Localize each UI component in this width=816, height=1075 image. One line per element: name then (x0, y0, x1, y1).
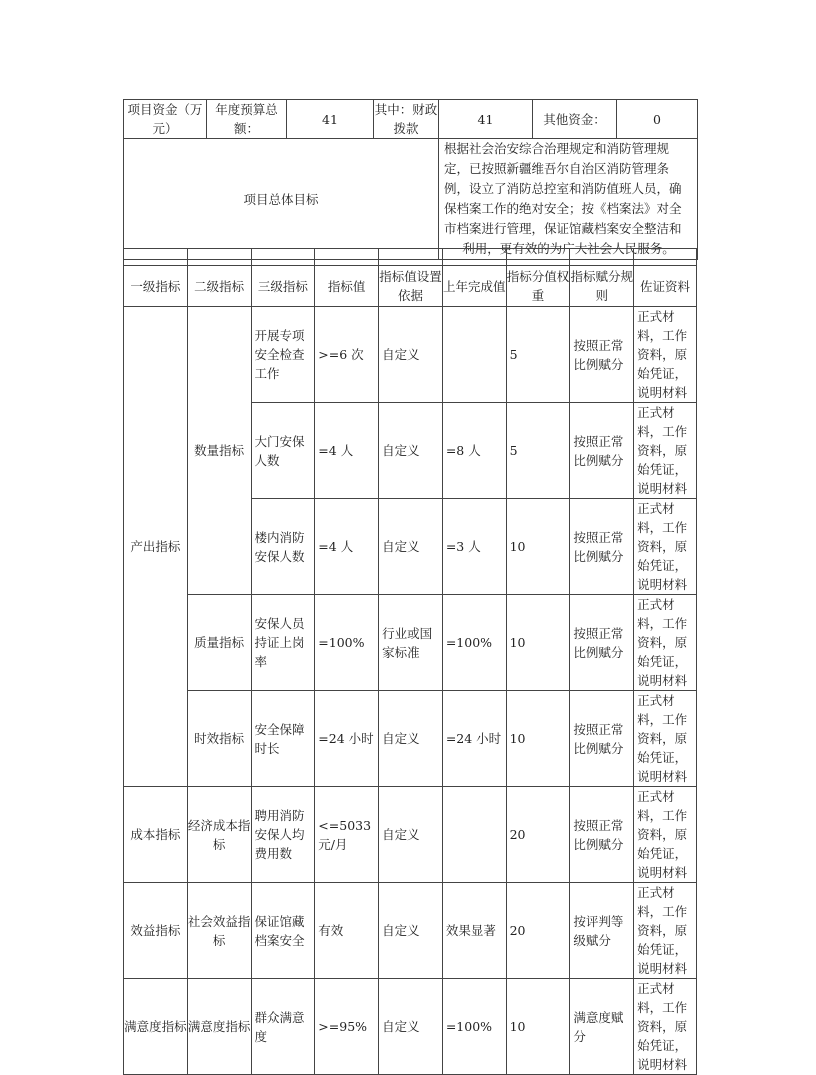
indicator-value: =4 人 (315, 499, 379, 595)
indicator-evidence: 正式材料，工作资料，原始凭证，说明材料 (634, 307, 697, 403)
indicator-value: =4 人 (315, 403, 379, 499)
level1-satisfaction: 满意度指标 (124, 979, 188, 1075)
indicator-name: 保证馆藏档案安全 (251, 883, 315, 979)
header-level3: 三级指标 (251, 266, 315, 307)
level1-benefit: 效益指标 (124, 883, 188, 979)
table-row (124, 595, 697, 691)
indicator-rule: 按照正常比例赋分 (570, 403, 634, 499)
level1-cost: 成本指标 (124, 787, 188, 883)
indicator-value: =100% (315, 595, 379, 691)
indicator-rule: 按照正常比例赋分 (570, 691, 634, 787)
level2-econ-cost: 经济成本指标 (187, 787, 251, 883)
table-row (124, 307, 697, 403)
indicator-weight: 5 (506, 307, 570, 403)
indicator-name: 聘用消防安保人均费用数 (251, 787, 315, 883)
indicator-basis: 自定义 (379, 307, 443, 403)
overall-goal-text: 根据社会治安综合治理规定和消防管理规定，已按照新疆维吾尔自治区消防管理条例，设立了消防总控室和消防值班人员，确保档案工作的绝对安全；按《档案法》对全市档案进行管理，保证馆藏档案安全整洁和利用，更有效的为广大社会人民服务。 (439, 139, 698, 260)
indicator-name: 大门安保人数 (251, 403, 315, 499)
indicator-value: >=95% (315, 979, 379, 1075)
indicator-weight: 10 (506, 979, 570, 1075)
indicator-value: >=6 次 (315, 307, 379, 403)
indicator-name: 安全保障时长 (251, 691, 315, 787)
indicator-evidence: 正式材料，工作资料，原始凭证，说明材料 (634, 691, 697, 787)
other-funds-value: 0 (617, 100, 698, 139)
indicator-evidence: 正式材料，工作资料，原始凭证，说明材料 (634, 787, 697, 883)
indicator-basis: 行业或国家标准 (379, 595, 443, 691)
header-evidence: 佐证资料 (634, 266, 697, 307)
goal-row (124, 139, 698, 260)
indicator-rule: 按评判等级赋分 (570, 883, 634, 979)
header-last-year: 上年完成值 (442, 266, 506, 307)
indicator-rule: 按照正常比例赋分 (570, 499, 634, 595)
indicator-basis: 自定义 (379, 499, 443, 595)
level2-satisfaction: 满意度指标 (187, 979, 251, 1075)
header-row (124, 266, 697, 307)
level2-social-benefit: 社会效益指标 (187, 883, 251, 979)
overall-goal-label: 项目总体目标 (124, 139, 439, 260)
indicator-weight: 5 (506, 403, 570, 499)
indicator-rule: 按照正常比例赋分 (570, 307, 634, 403)
indicator-rule: 满意度赋分 (570, 979, 634, 1075)
performance-indicator-table (123, 248, 697, 1075)
indicator-last-year: =3 人 (442, 499, 506, 595)
funding-label: 项目资金（万元） (124, 100, 207, 139)
indicator-name: 群众满意度 (251, 979, 315, 1075)
funding-row (124, 100, 698, 139)
indicator-basis: 自定义 (379, 979, 443, 1075)
indicator-weight: 10 (506, 499, 570, 595)
indicator-evidence: 正式材料，工作资料，原始凭证，说明材料 (634, 979, 697, 1075)
indicator-name: 安保人员持证上岗率 (251, 595, 315, 691)
annual-budget-value: 41 (287, 100, 374, 139)
fiscal-allocation-label: 其中：财政拨款 (374, 100, 439, 139)
indicator-weight: 10 (506, 691, 570, 787)
indicator-value: 有效 (315, 883, 379, 979)
indicator-weight: 20 (506, 883, 570, 979)
other-funds-label: 其他资金： (533, 100, 617, 139)
indicator-basis: 自定义 (379, 403, 443, 499)
level2-quantity: 数量指标 (187, 307, 251, 595)
indicator-evidence: 正式材料，工作资料，原始凭证，说明材料 (634, 499, 697, 595)
indicator-last-year: 效果显著 (442, 883, 506, 979)
indicator-last-year: =8 人 (442, 403, 506, 499)
indicator-weight: 10 (506, 595, 570, 691)
indicator-value: =24 小时 (315, 691, 379, 787)
header-rule: 指标赋分规则 (570, 266, 634, 307)
header-value: 指标值 (315, 266, 379, 307)
indicator-last-year (442, 787, 506, 883)
indicator-last-year (442, 307, 506, 403)
header-level1: 一级指标 (124, 266, 188, 307)
fiscal-allocation-value: 41 (439, 100, 533, 139)
indicator-evidence: 正式材料，工作资料，原始凭证，说明材料 (634, 883, 697, 979)
funding-goal-table (123, 99, 698, 260)
indicator-basis: 自定义 (379, 883, 443, 979)
indicator-name: 楼内消防安保人数 (251, 499, 315, 595)
table-row (124, 787, 697, 883)
indicator-basis: 自定义 (379, 691, 443, 787)
header-basis: 指标值设置依据 (379, 266, 443, 307)
table-row (124, 691, 697, 787)
indicator-rule: 按照正常比例赋分 (570, 595, 634, 691)
indicator-evidence: 正式材料，工作资料，原始凭证，说明材料 (634, 595, 697, 691)
indicator-name: 开展专项安全检查工作 (251, 307, 315, 403)
header-level2: 二级指标 (187, 266, 251, 307)
indicator-rule: 按照正常比例赋分 (570, 787, 634, 883)
indicator-last-year: =100% (442, 979, 506, 1075)
table-row (124, 979, 697, 1075)
indicator-basis: 自定义 (379, 787, 443, 883)
indicator-evidence: 正式材料，工作资料，原始凭证，说明材料 (634, 403, 697, 499)
indicator-weight: 20 (506, 787, 570, 883)
level1-output: 产出指标 (124, 307, 188, 787)
indicator-value: <=5033 元/月 (315, 787, 379, 883)
indicator-last-year: =24 小时 (442, 691, 506, 787)
annual-budget-label: 年度预算总额： (207, 100, 287, 139)
level2-quality: 质量指标 (187, 595, 251, 691)
header-weight: 指标分值权重 (506, 266, 570, 307)
indicator-last-year: =100% (442, 595, 506, 691)
table-row (124, 883, 697, 979)
level2-timeliness: 时效指标 (187, 691, 251, 787)
blank-row (124, 249, 697, 266)
